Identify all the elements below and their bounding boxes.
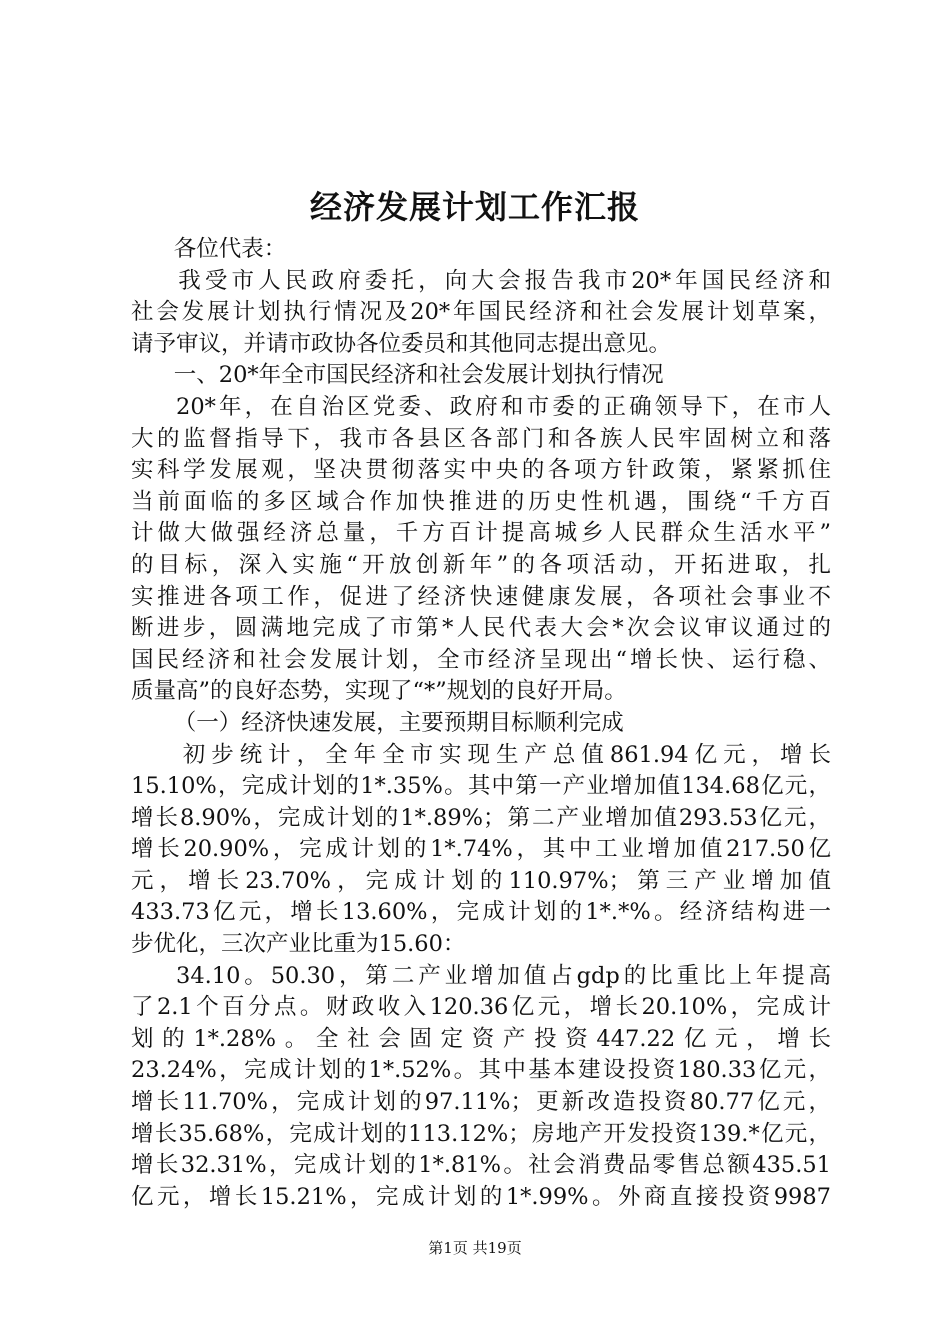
body-text-line: 各位代表： [173,236,287,262]
body-text-line: 质量高”的良好态势，实现了“*”规划的良好开局。 [131,678,627,705]
document-title: 经济发展计划工作汇报 [309,188,640,226]
body-text-line: 请予审议，并请市政协各位委员和其他同志提出意见。 [131,330,672,357]
page-indicator: 第1页 共19页 [428,1239,522,1257]
body-text-line: 计做大做强经济总量，千方百计提高城乡人民群众生活水平” [131,520,831,547]
body-text-line: 实推进各项工作，促进了经济快速健康发展，各项社会事业不 [131,583,831,610]
body-text-line: 433.73亿元，增长13.60%，完成计划的1*.*%。经济结构进一 [131,899,831,926]
body-text-line: 实科学发展观，坚决贯彻落实中央的各项方针政策，紧紧抓住 [131,457,831,484]
body-text-line: 增长20.90%，完成计划的1*.74%，其中工业增加值217.50亿 [131,836,831,863]
body-text-line: 增长35.68%，完成计划的113.12%；房地产开发投资139.*亿元， [131,1120,831,1147]
body-text-line: 社会发展计划执行情况及20*年国民经济和社会发展计划草案， [131,299,831,326]
body-text-line: 15.10%，完成计划的1*.35%。其中第一产业增加值134.68亿元， [131,773,831,800]
body-text-line: 23.24%，完成计划的1*.52%。其中基本建设投资180.33亿元， [131,1057,831,1084]
body-text-line: 34.10。50.30，第二产业增加值占gdp的比重比上年提高 [176,962,831,989]
body-text-line: 元，增长23.70%，完成计划的110.97%；第三产业增加值 [131,867,831,894]
body-text-line: 断进步，圆满地完成了市第*人民代表大会*次会议审议通过的 [131,615,831,642]
body-text-line: 大的监督指导下，我市各县区各部门和各族人民牢固树立和落 [131,425,831,452]
body-text-line: 增长32.31%，完成计划的1*.81%。社会消费品零售总额435.51 [131,1152,831,1179]
body-text-line: 的目标，深入实施“开放创新年”的各项活动，开拓进取，扎 [131,551,831,578]
body-text-line: （一）经济快速发展，主要预期目标顺利完成 [173,709,624,736]
body-text-line: 初步统计，全年全市实现生产总值861.94亿元，增长 [182,741,831,768]
body-text-line: 亿元，增长15.21%，完成计划的1*.99%。外商直接投资9987 [131,1183,831,1210]
body-text-line: 划的1*.28%。全社会固定资产投资447.22亿元，增长 [131,1025,831,1052]
body-text-line: 当前面临的多区域合作加快推进的历史性机遇，围绕“千方百 [131,488,831,515]
body-text-line: 20*年，在自治区党委、政府和市委的正确领导下，在市人 [176,393,831,420]
body-text-line: 我受市人民政府委托，向大会报告我市20*年国民经济和 [178,267,831,294]
document-body [131,234,831,1213]
body-text-line: 增长8.90%，完成计划的1*.89%；第二产业增加值293.53亿元， [131,804,831,831]
body-text-line: 增长11.70%，完成计划的97.11%；更新改造投资80.77亿元， [131,1089,831,1116]
body-text-line: 国民经济和社会发展计划，全市经济呈现出“增长快、运行稳、 [131,646,831,673]
body-text-line: 一、20*年全市国民经济和社会发展计划执行情况 [173,362,664,389]
body-text-line: 步优化，三次产业比重为15.60： [131,931,466,958]
body-text-line: 了2.1个百分点。财政收入120.36亿元，增长20.10%，完成计 [131,994,831,1021]
